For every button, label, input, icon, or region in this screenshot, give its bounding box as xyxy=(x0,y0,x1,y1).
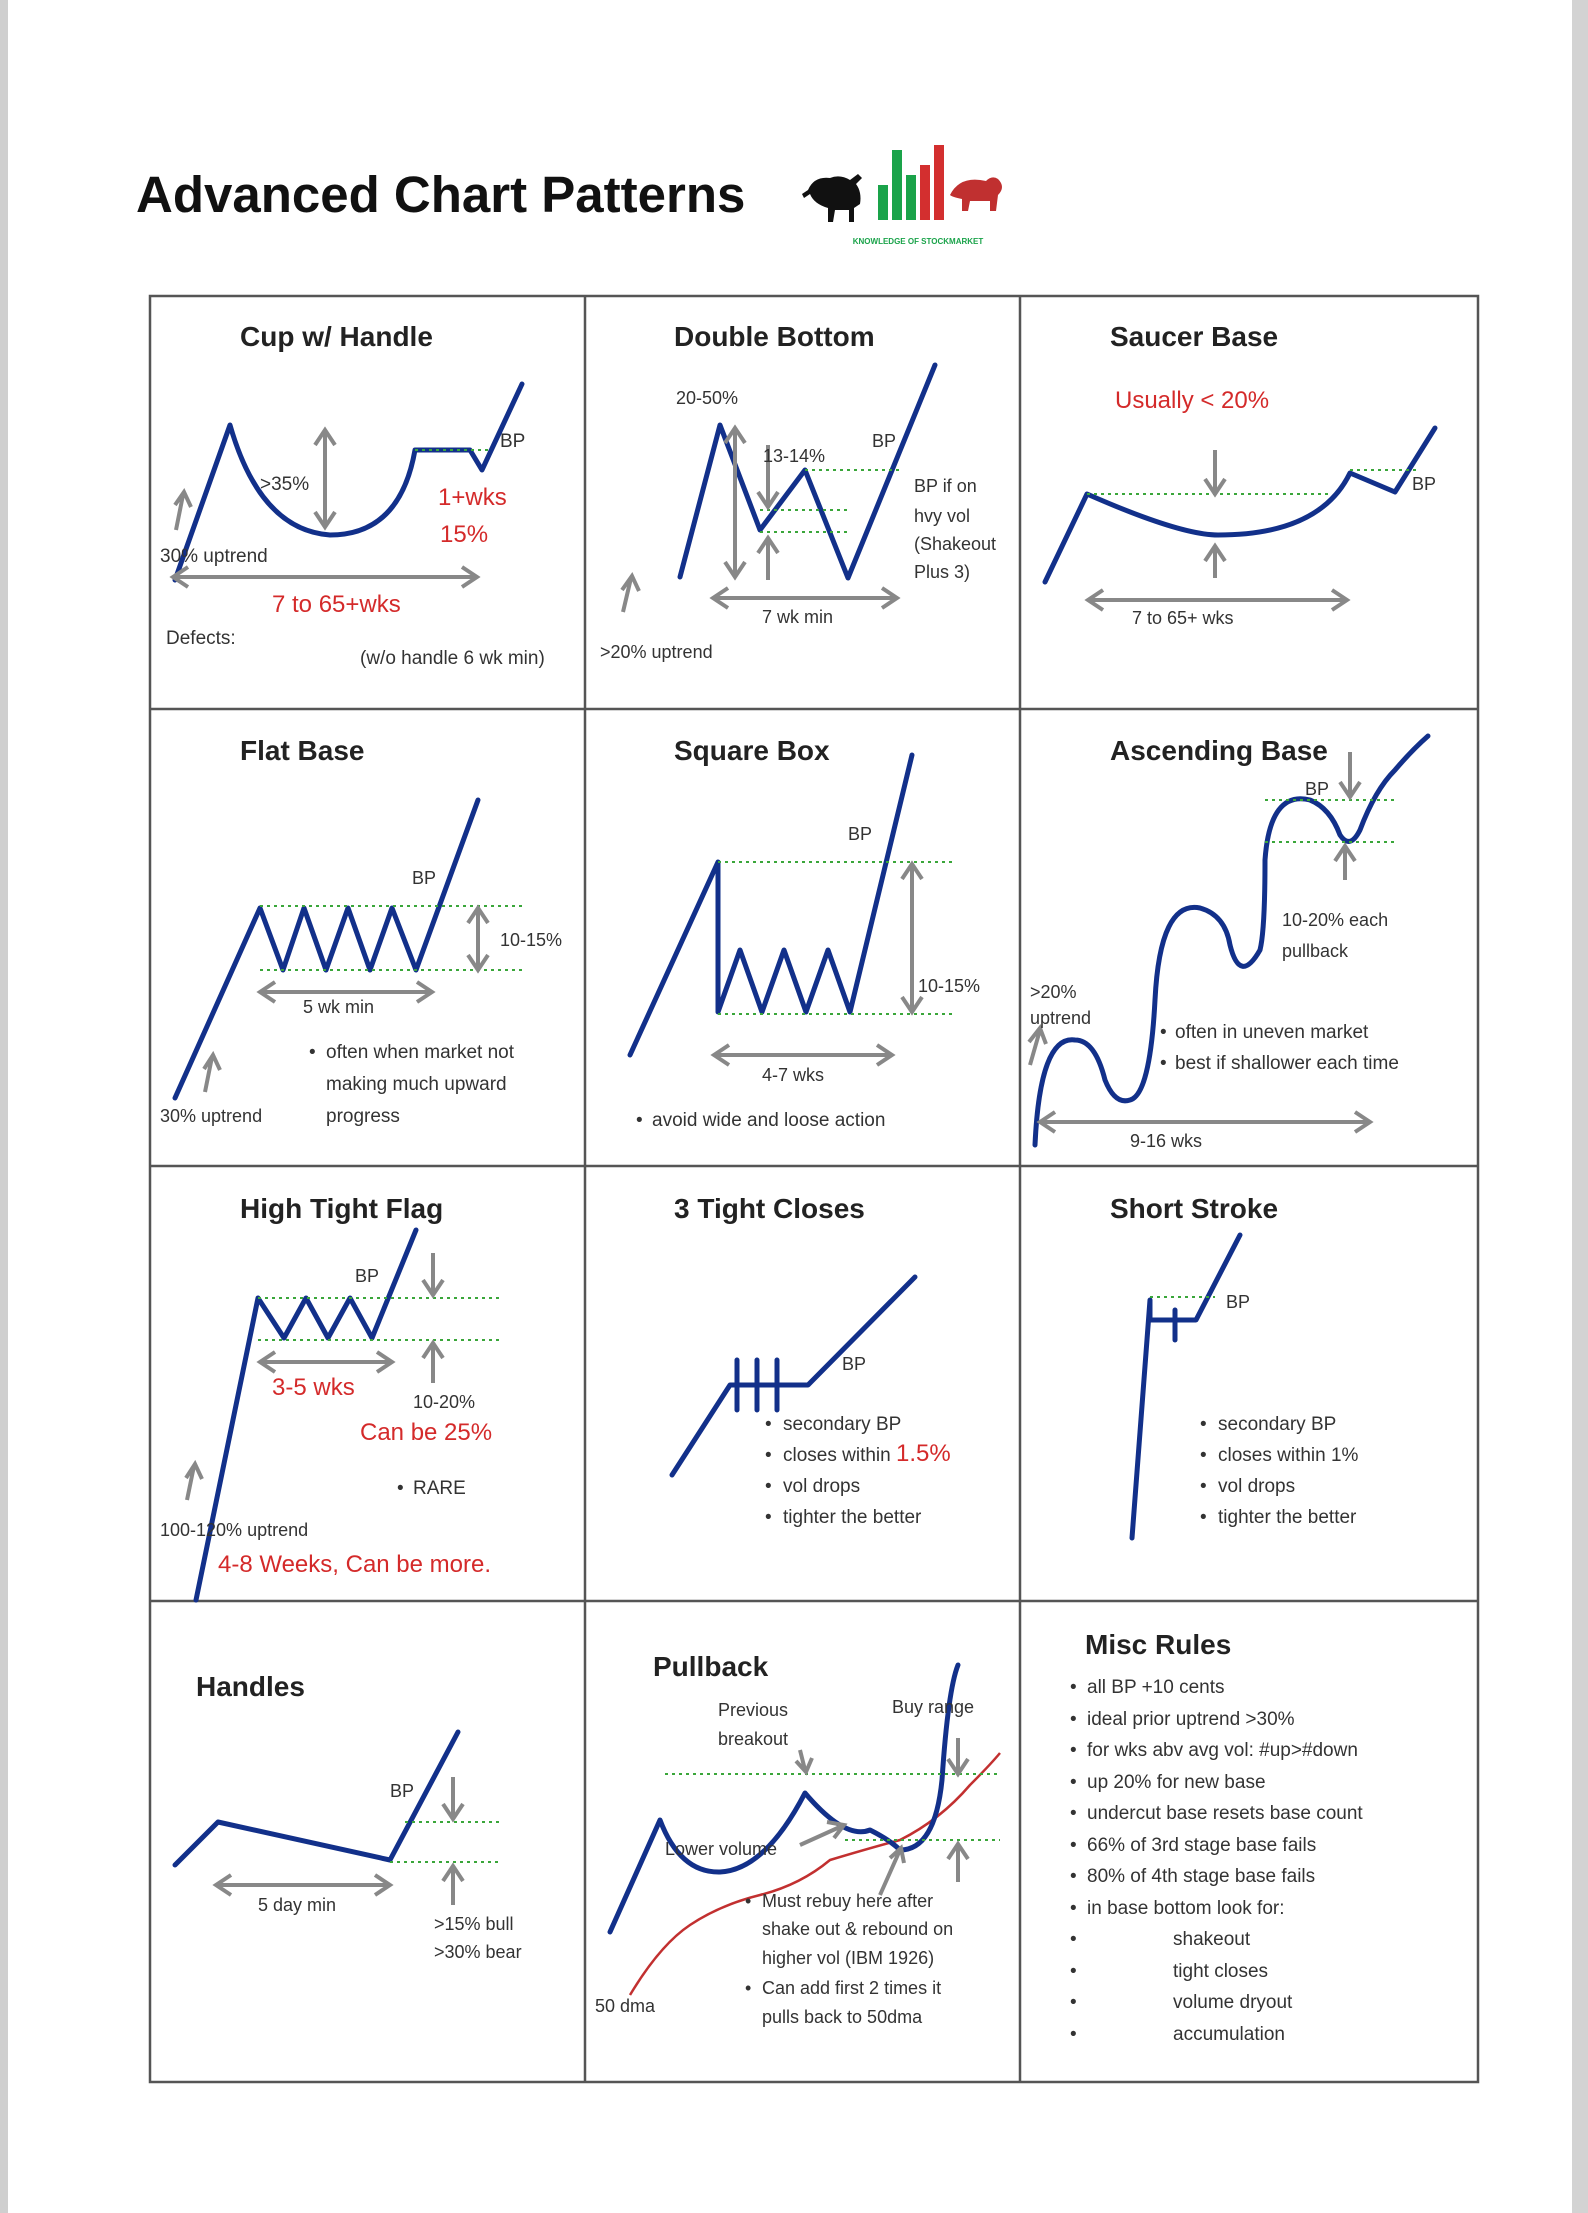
htf-uptrend-arrow xyxy=(186,1464,202,1500)
panel-saucer-base xyxy=(1045,321,1436,628)
flat-note-1: often when market not xyxy=(326,1042,514,1063)
db-bp: BP xyxy=(872,431,897,451)
asc-note-bullet-2: • xyxy=(1160,1053,1167,1074)
misc-rule-6: 66% of 3rd stage base fails xyxy=(1087,1835,1317,1856)
pb-prev-breakout-2: breakout xyxy=(718,1729,789,1749)
htf-up-arrow xyxy=(423,1343,443,1383)
cup-bp: BP xyxy=(500,431,526,452)
logo-caption: KNOWLEDGE OF STOCKMARKET xyxy=(852,237,984,246)
saucer-line xyxy=(1045,428,1435,582)
ttc-note-1: secondary BP xyxy=(783,1414,902,1435)
cup-depth-arrow xyxy=(315,430,335,527)
pb-rebuy-arrow xyxy=(880,1848,904,1895)
asc-pullback-2: pullback xyxy=(1282,941,1349,961)
misc-look-1: shakeout xyxy=(1173,1929,1251,1950)
asc-uptrend-1: >20% xyxy=(1030,982,1077,1002)
pb-dma: 50 dma xyxy=(595,1996,656,2016)
htf-rare: RARE xyxy=(413,1478,466,1499)
misc-bullet-11: • xyxy=(1070,1992,1077,2013)
misc-rule-3: for wks abv avg vol: #up>#down xyxy=(1087,1740,1358,1761)
cup-no-handle: (w/o handle 6 wk min) xyxy=(360,648,545,669)
misc-rule-5: undercut base resets base count xyxy=(1087,1803,1363,1824)
pb-buy-range-down-arrow xyxy=(948,1738,968,1774)
htf-duration: 3-5 wks xyxy=(272,1374,355,1401)
db-title: Double Bottom xyxy=(674,321,875,352)
square-title: Square Box xyxy=(674,735,830,766)
ttc-close-pct: 1.5% xyxy=(896,1440,951,1467)
flat-note-2: making much upward xyxy=(326,1074,507,1095)
misc-title: Misc Rules xyxy=(1085,1629,1232,1660)
htf-rare-bullet: • xyxy=(397,1478,404,1499)
saucer-up-arrow xyxy=(1205,546,1225,578)
panel-cup-with-handle xyxy=(160,321,545,669)
htf-line xyxy=(196,1230,416,1600)
square-line xyxy=(630,755,912,1055)
misc-look-4: accumulation xyxy=(1173,2024,1285,2045)
misc-look-2: tight closes xyxy=(1173,1961,1269,1982)
cup-title: Cup w/ Handle xyxy=(240,321,433,352)
panel-handles xyxy=(175,1671,522,1962)
db-mid-up-arrow xyxy=(758,538,778,580)
db-min: 7 wk min xyxy=(762,607,834,627)
panel-short-stroke xyxy=(1110,1193,1359,1538)
misc-rule-7: 80% of 4th stage base fails xyxy=(1087,1866,1316,1887)
htf-duration-arrow xyxy=(260,1352,392,1372)
flat-bp: BP xyxy=(412,868,437,888)
asc-note-bullet-1: • xyxy=(1160,1022,1167,1043)
htf-bp: BP xyxy=(355,1266,380,1286)
ttc-note-2-line xyxy=(783,1440,951,1467)
ttc-bullet-3: • xyxy=(765,1476,772,1497)
pb-bullet-2: • xyxy=(745,1978,752,1998)
misc-bullet-4: • xyxy=(1070,1772,1077,1793)
htf-down-arrow xyxy=(423,1253,443,1295)
misc-bullet-9: • xyxy=(1070,1929,1077,1950)
misc-bullet-10: • xyxy=(1070,1961,1077,1982)
saucer-duration: 7 to 65+ wks xyxy=(1132,608,1234,628)
ss-bullet-1: • xyxy=(1200,1414,1207,1435)
asc-down-arrow xyxy=(1340,752,1360,797)
cup-handle-weeks: 1+wks xyxy=(438,484,507,511)
ss-note-4: tighter the better xyxy=(1218,1507,1357,1528)
pb-note-2: shake out & rebound on xyxy=(762,1919,954,1939)
flat-note-bullet: • xyxy=(309,1042,316,1063)
ss-bullet-3: • xyxy=(1200,1476,1207,1497)
asc-pullback-1: 10-20% each xyxy=(1282,910,1389,930)
htf-uptrend: 100-120% uptrend xyxy=(160,1520,309,1540)
htf-can-be: Can be 25% xyxy=(360,1419,493,1446)
db-depth: 20-50% xyxy=(676,388,739,408)
handles-bp: BP xyxy=(390,1781,415,1801)
db-uptrend: >20% uptrend xyxy=(600,642,713,662)
ttc-note-4: tighter the better xyxy=(783,1507,922,1528)
asc-uptrend-arrow xyxy=(1029,1028,1046,1065)
db-duration-arrow xyxy=(713,588,897,608)
misc-bullet-7: • xyxy=(1070,1866,1077,1887)
htf-depth: 10-20% xyxy=(413,1392,476,1412)
handles-bear: >30% bear xyxy=(434,1942,522,1962)
page-title: Advanced Chart Patterns xyxy=(136,166,746,223)
handles-duration-arrow xyxy=(216,1875,390,1895)
misc-bullet-2: • xyxy=(1070,1709,1077,1730)
ttc-bullet-4: • xyxy=(765,1507,772,1528)
pb-note-3: higher vol (IBM 1926) xyxy=(762,1948,935,1968)
square-bp: BP xyxy=(848,824,873,844)
misc-bullet-8: • xyxy=(1070,1898,1077,1919)
panel-misc-rules xyxy=(1070,1629,1363,2045)
misc-bullet-5: • xyxy=(1070,1803,1077,1824)
pb-title: Pullback xyxy=(653,1651,769,1682)
panel-pullback xyxy=(595,1651,1000,2027)
square-depth: 10-15% xyxy=(918,976,981,996)
misc-rule-list xyxy=(1070,1677,1363,2045)
flat-title: Flat Base xyxy=(240,735,365,766)
square-duration: 4-7 wks xyxy=(762,1065,825,1085)
flat-uptrend-arrow xyxy=(204,1055,220,1092)
misc-bullet-12: • xyxy=(1070,2024,1077,2045)
cup-pct-35: >35% xyxy=(260,474,310,495)
misc-bullet-1: • xyxy=(1070,1677,1077,1698)
flat-depth-arrow xyxy=(468,908,488,970)
saucer-depth: Usually < 20% xyxy=(1115,387,1270,414)
saucer-down-arrow xyxy=(1205,450,1225,494)
handles-bull: >15% bull xyxy=(434,1914,514,1934)
panel-ascending-base xyxy=(1029,735,1428,1151)
panel-flat-base xyxy=(160,735,562,1127)
pb-volume-arrow xyxy=(800,1822,844,1845)
pb-buy-range: Buy range xyxy=(892,1697,975,1717)
db-uptrend-arrow xyxy=(622,576,639,612)
asc-note-2: best if shallower each time xyxy=(1175,1053,1399,1074)
pb-lower-volume: Lower volume xyxy=(665,1839,778,1859)
pb-buy-range-up-arrow xyxy=(948,1844,968,1882)
handles-min: 5 day min xyxy=(258,1895,337,1915)
ss-title: Short Stroke xyxy=(1110,1193,1279,1224)
panel-double-bottom xyxy=(600,321,996,662)
asc-line xyxy=(1035,736,1428,1145)
misc-look-3: volume dryout xyxy=(1173,1992,1293,2013)
htf-title: High Tight Flag xyxy=(240,1193,444,1224)
square-note: avoid wide and loose action xyxy=(652,1110,886,1131)
cup-handle-depth: 15% xyxy=(440,521,489,548)
cup-duration: 7 to 65+wks xyxy=(272,591,401,618)
handles-up-arrow xyxy=(443,1866,463,1905)
db-middle: 13-14% xyxy=(763,446,826,466)
misc-rule-8: in base bottom look for: xyxy=(1087,1898,1285,1919)
ss-bullet-4: • xyxy=(1200,1507,1207,1528)
asc-duration: 9-16 wks xyxy=(1130,1131,1203,1151)
pb-bullet-1: • xyxy=(745,1891,752,1911)
misc-rule-1: all BP +10 cents xyxy=(1087,1677,1225,1698)
ttc-note-2: closes within xyxy=(783,1445,896,1466)
ttc-bullet-2: • xyxy=(765,1445,772,1466)
handles-line xyxy=(175,1732,458,1865)
panel-three-tight-closes xyxy=(672,1193,951,1528)
ss-note-3: vol drops xyxy=(1218,1476,1296,1497)
db-bp-note-4: Plus 3) xyxy=(914,562,971,582)
pb-note-1: Must rebuy here after xyxy=(762,1891,934,1911)
flat-note-3: progress xyxy=(326,1106,400,1127)
pb-note-4: Can add first 2 times it xyxy=(762,1978,942,1998)
misc-rule-4: up 20% for new base xyxy=(1087,1772,1266,1793)
asc-duration-arrow xyxy=(1040,1112,1370,1132)
asc-note-1: often in uneven market xyxy=(1175,1022,1369,1043)
ttc-note-3: vol drops xyxy=(783,1476,861,1497)
ss-bullet-2: • xyxy=(1200,1445,1207,1466)
pb-breakout-arrow xyxy=(796,1750,812,1772)
asc-uptrend-2: uptrend xyxy=(1030,1008,1092,1028)
cup-uptrend: 30% uptrend xyxy=(160,546,268,567)
asc-bp: BP xyxy=(1305,779,1330,799)
flat-uptrend: 30% uptrend xyxy=(160,1106,263,1126)
flat-depth: 10-15% xyxy=(500,930,563,950)
ttc-bullet-1: • xyxy=(765,1414,772,1435)
square-note-bullet: • xyxy=(636,1110,643,1131)
htf-weeks: 4-8 Weeks, Can be more. xyxy=(218,1551,492,1578)
cup-duration-arrow xyxy=(173,567,477,587)
asc-up-arrow xyxy=(1335,846,1355,880)
db-bp-note-2: hvy vol xyxy=(914,506,971,526)
ss-note-2: closes within 1% xyxy=(1218,1445,1359,1466)
ss-bp: BP xyxy=(1226,1292,1251,1312)
pb-note-5: pulls back to 50dma xyxy=(762,2007,923,2027)
db-bp-note-3: (Shakeout xyxy=(914,534,997,554)
saucer-duration-arrow xyxy=(1088,590,1347,610)
ss-note-1: secondary BP xyxy=(1218,1414,1337,1435)
panel-high-tight-flag xyxy=(160,1193,500,1600)
saucer-bp: BP xyxy=(1412,474,1437,494)
square-duration-arrow xyxy=(714,1045,892,1065)
cup-uptrend-arrow xyxy=(175,492,191,530)
misc-bullet-3: • xyxy=(1070,1740,1077,1761)
asc-title: Ascending Base xyxy=(1110,735,1328,766)
handles-title: Handles xyxy=(196,1671,305,1702)
handles-down-arrow xyxy=(443,1777,463,1819)
saucer-title: Saucer Base xyxy=(1110,321,1279,352)
misc-rule-2: ideal prior uptrend >30% xyxy=(1087,1709,1295,1730)
cup-defects: Defects: xyxy=(166,628,236,649)
panel-square-box xyxy=(630,735,980,1131)
flat-min: 5 wk min xyxy=(303,997,375,1017)
ttc-title: 3 Tight Closes xyxy=(674,1193,865,1224)
ttc-bp: BP xyxy=(842,1354,867,1374)
misc-bullet-6: • xyxy=(1070,1835,1077,1856)
db-bp-note-1: BP if on xyxy=(914,476,977,496)
pb-prev-breakout-1: Previous xyxy=(718,1700,789,1720)
